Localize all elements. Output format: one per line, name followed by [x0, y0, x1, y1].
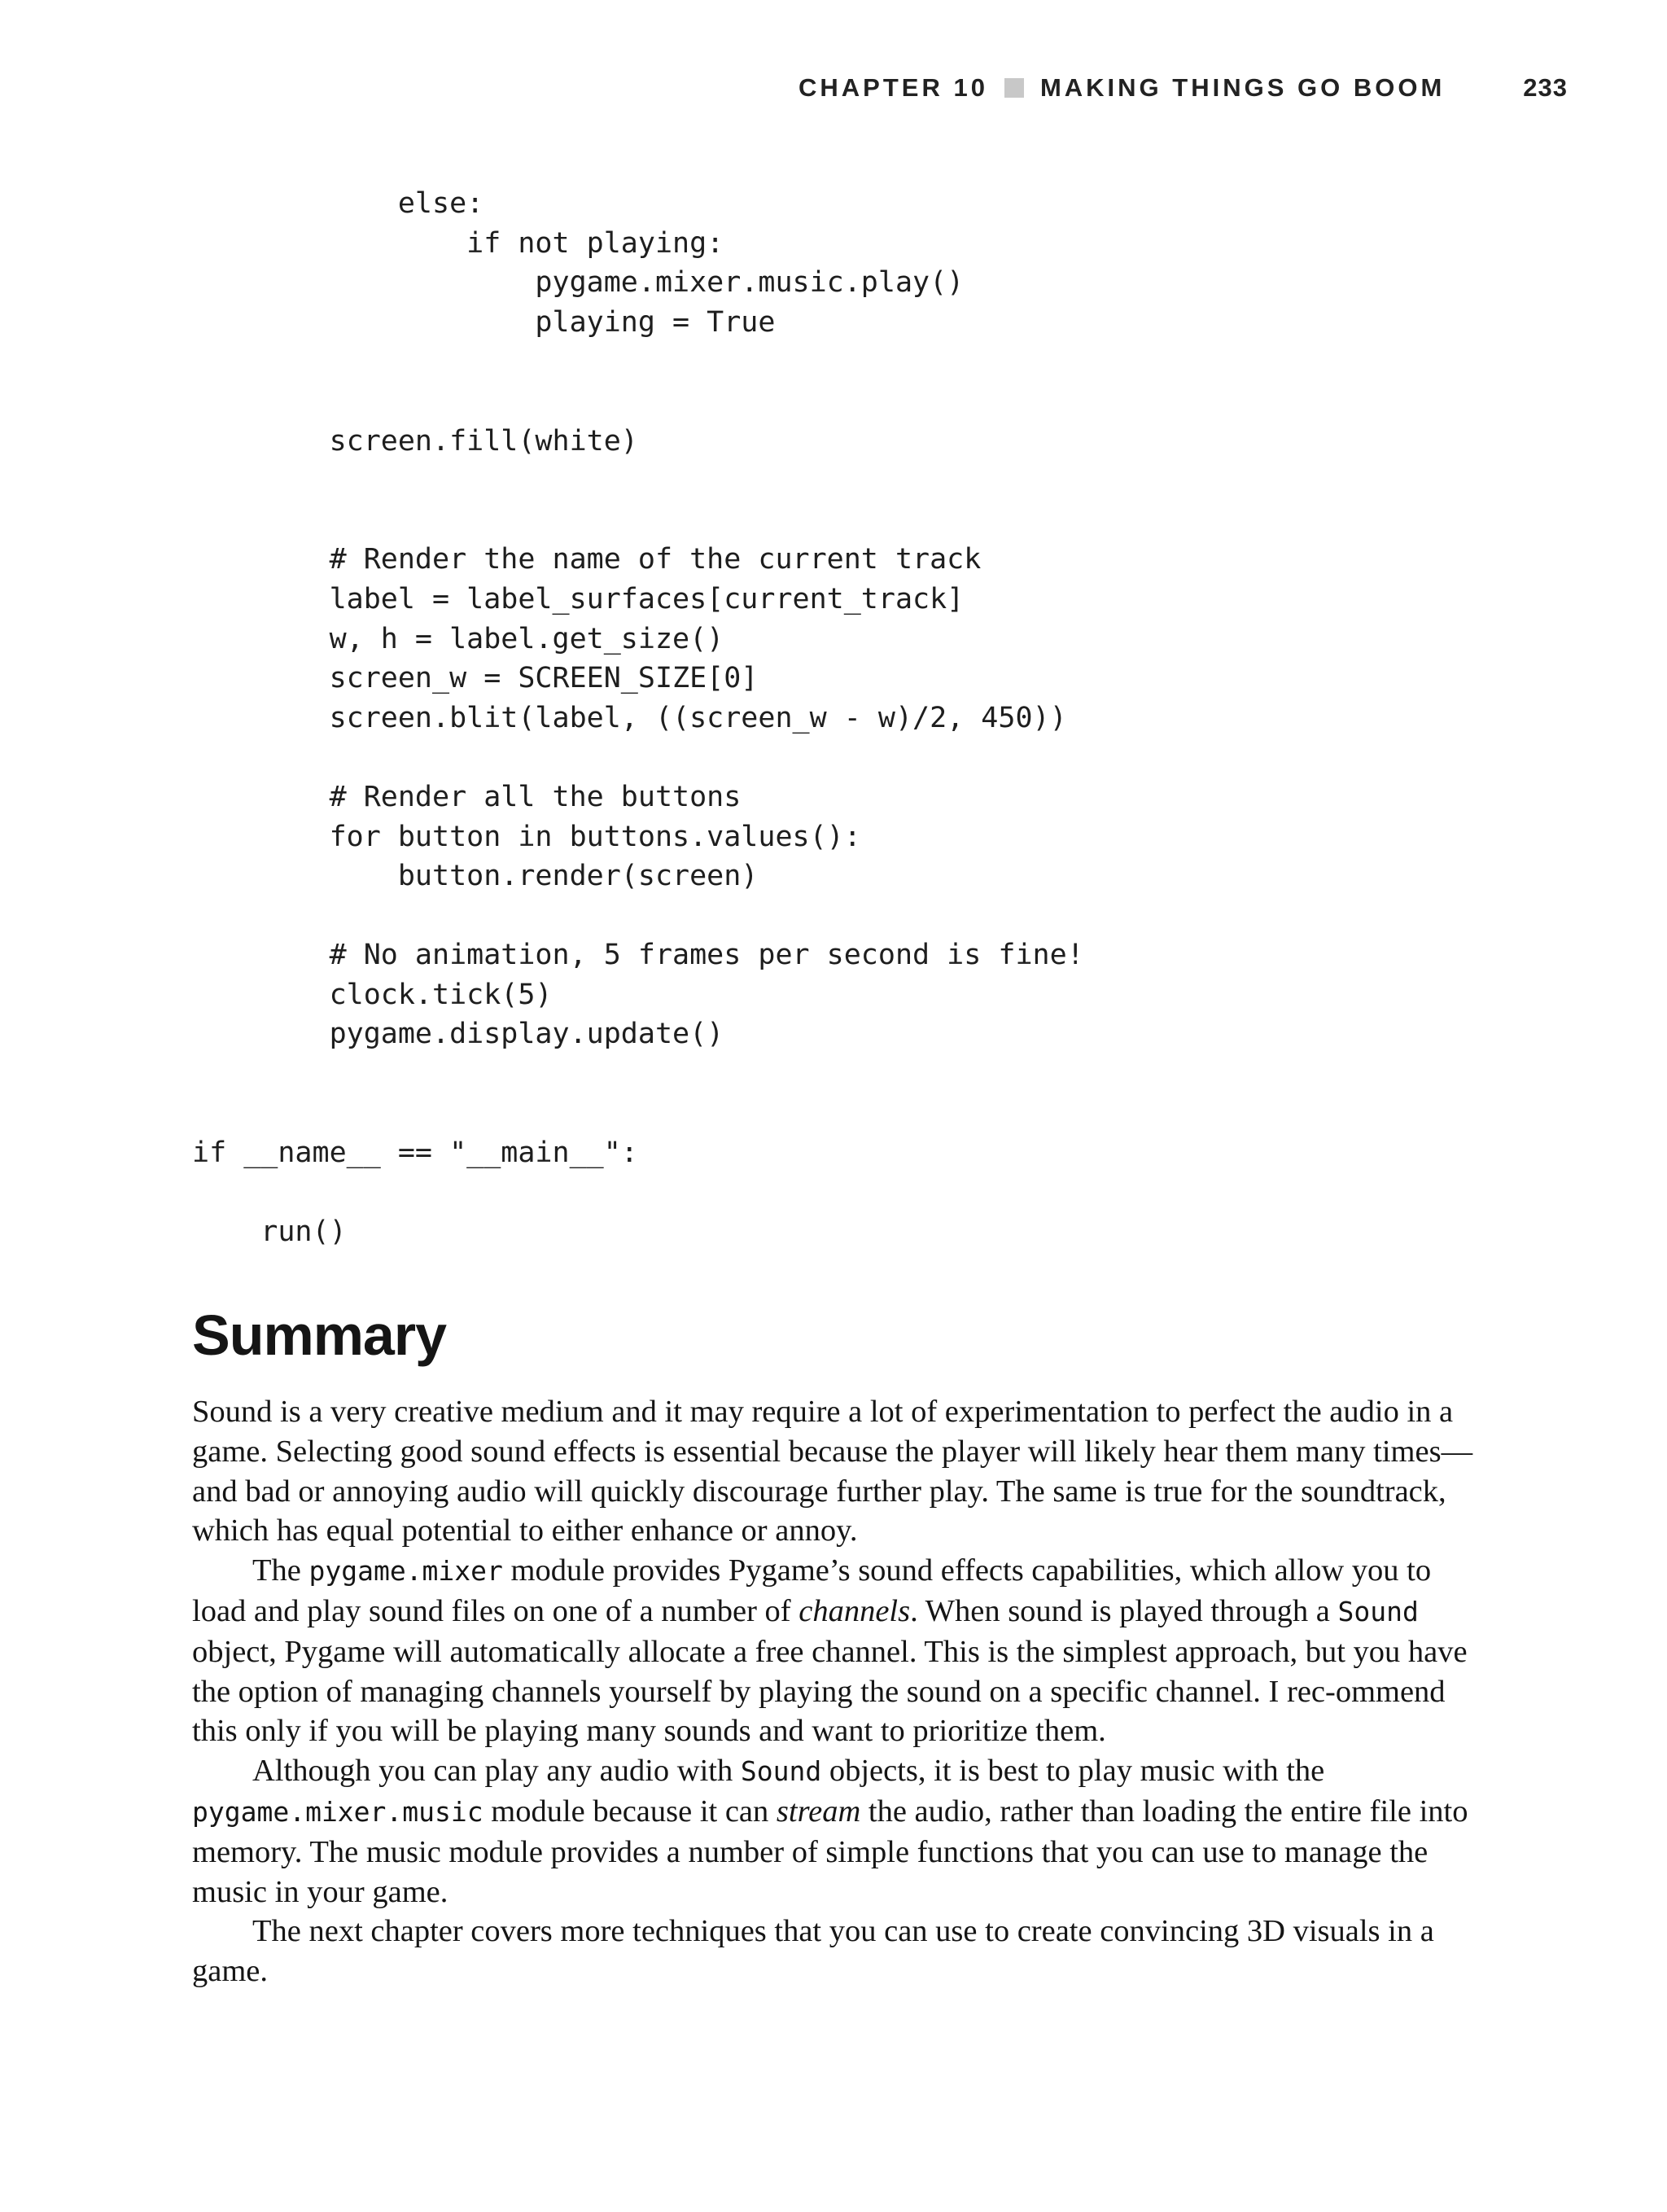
- text-run: . When sound is played through a: [910, 1593, 1338, 1628]
- code-line: if not playing:: [192, 226, 724, 260]
- text-run: objects, it is best to play music with the: [821, 1754, 1325, 1789]
- inline-code: pygame.mixer.music: [192, 1795, 483, 1828]
- code-line: # Render the name of the current track: [192, 543, 982, 576]
- code-line: else:: [192, 187, 484, 220]
- code-line: [192, 382, 1084, 422]
- code-line: label = label_surfaces[current_track]: [192, 582, 965, 615]
- code-line: [192, 342, 1084, 382]
- code-line: clock.tick(5): [192, 978, 553, 1011]
- summary-paragraph-2: [192, 1551, 1486, 1751]
- inline-code: Sound: [740, 1755, 822, 1788]
- summary-body: [192, 1392, 1486, 1991]
- text-run: Although you can play any audio with: [252, 1754, 741, 1789]
- code-line: run(): [192, 1216, 347, 1249]
- code-line: screen.blit(label, ((screen_w - w)/2, 450)): [192, 701, 1067, 734]
- summary-paragraph-4: The next chapter covers more techniques that you can use to create convincing 3D visuals in a game.: [192, 1914, 1434, 1989]
- code-line: if __name__ == "__main__":: [192, 1137, 638, 1170]
- emphasis: stream: [776, 1794, 861, 1829]
- code-line: screen.fill(white): [192, 424, 638, 458]
- code-line: w, h = label.get_size(): [192, 622, 724, 655]
- code-line: for button in buttons.values():: [192, 820, 861, 853]
- code-listing: [192, 184, 1084, 1252]
- inline-code: pygame.mixer: [308, 1555, 503, 1588]
- code-line: [192, 1173, 1084, 1213]
- code-line: [192, 738, 1084, 777]
- emphasis: channels: [798, 1593, 911, 1628]
- text-run: module because it can: [483, 1794, 777, 1829]
- page-number: 233: [1523, 73, 1568, 102]
- code-line: [192, 896, 1084, 936]
- code-line: [192, 501, 1084, 541]
- code-line: # Render all the buttons: [192, 780, 742, 813]
- chapter-label: CHAPTER 10: [798, 73, 988, 102]
- code-line: pygame.display.update(): [192, 1018, 724, 1051]
- code-line: button.render(screen): [192, 860, 759, 893]
- text-run: the audio, rather than loading the entire file into memory. The music module provides a number of simple functions that you can use to manage the music in your game.: [192, 1794, 1468, 1909]
- code-line: [192, 461, 1084, 501]
- code-line: [192, 1094, 1084, 1134]
- summary-heading: Summary: [192, 1303, 447, 1367]
- code-line: # No animation, 5 frames per second is fine!: [192, 939, 1084, 972]
- summary-paragraph-1: Sound is a very creative medium and it may require a lot of experimentation to perfect the audio in a game. Selecting good sound effects is essential because the player will likely hear them many times—and bad or annoying audio will quickly discourage further play. The same is true for the soundtrack, which has equal potential to either enhance or annoy.: [192, 1395, 1473, 1548]
- inline-code: Sound: [1337, 1595, 1419, 1627]
- code-line: pygame.mixer.music.play(): [192, 266, 965, 300]
- code-line: screen_w = SCREEN_SIZE[0]: [192, 662, 759, 695]
- summary-paragraph-3: [192, 1751, 1486, 1912]
- text-run: object, Pygame will automatically allocate a free channel. This is the simplest approach, but you have the option of managing channels yourself by playing the sound on a specific channel. I rec-ommend this only if you will be playing many sounds and want to prioritize them.: [192, 1634, 1468, 1749]
- code-line: playing = True: [192, 305, 776, 339]
- text-run: The: [252, 1553, 309, 1588]
- chapter-title: MAKING THINGS GO BOOM: [1039, 73, 1446, 102]
- text-run: module provides Pygame’s sound effects capabilities, which allow you to load and play sound files on one of a number of: [192, 1553, 1432, 1628]
- running-header: [798, 73, 1568, 103]
- code-line: [192, 1054, 1084, 1094]
- separator-square-icon: [1004, 78, 1024, 98]
